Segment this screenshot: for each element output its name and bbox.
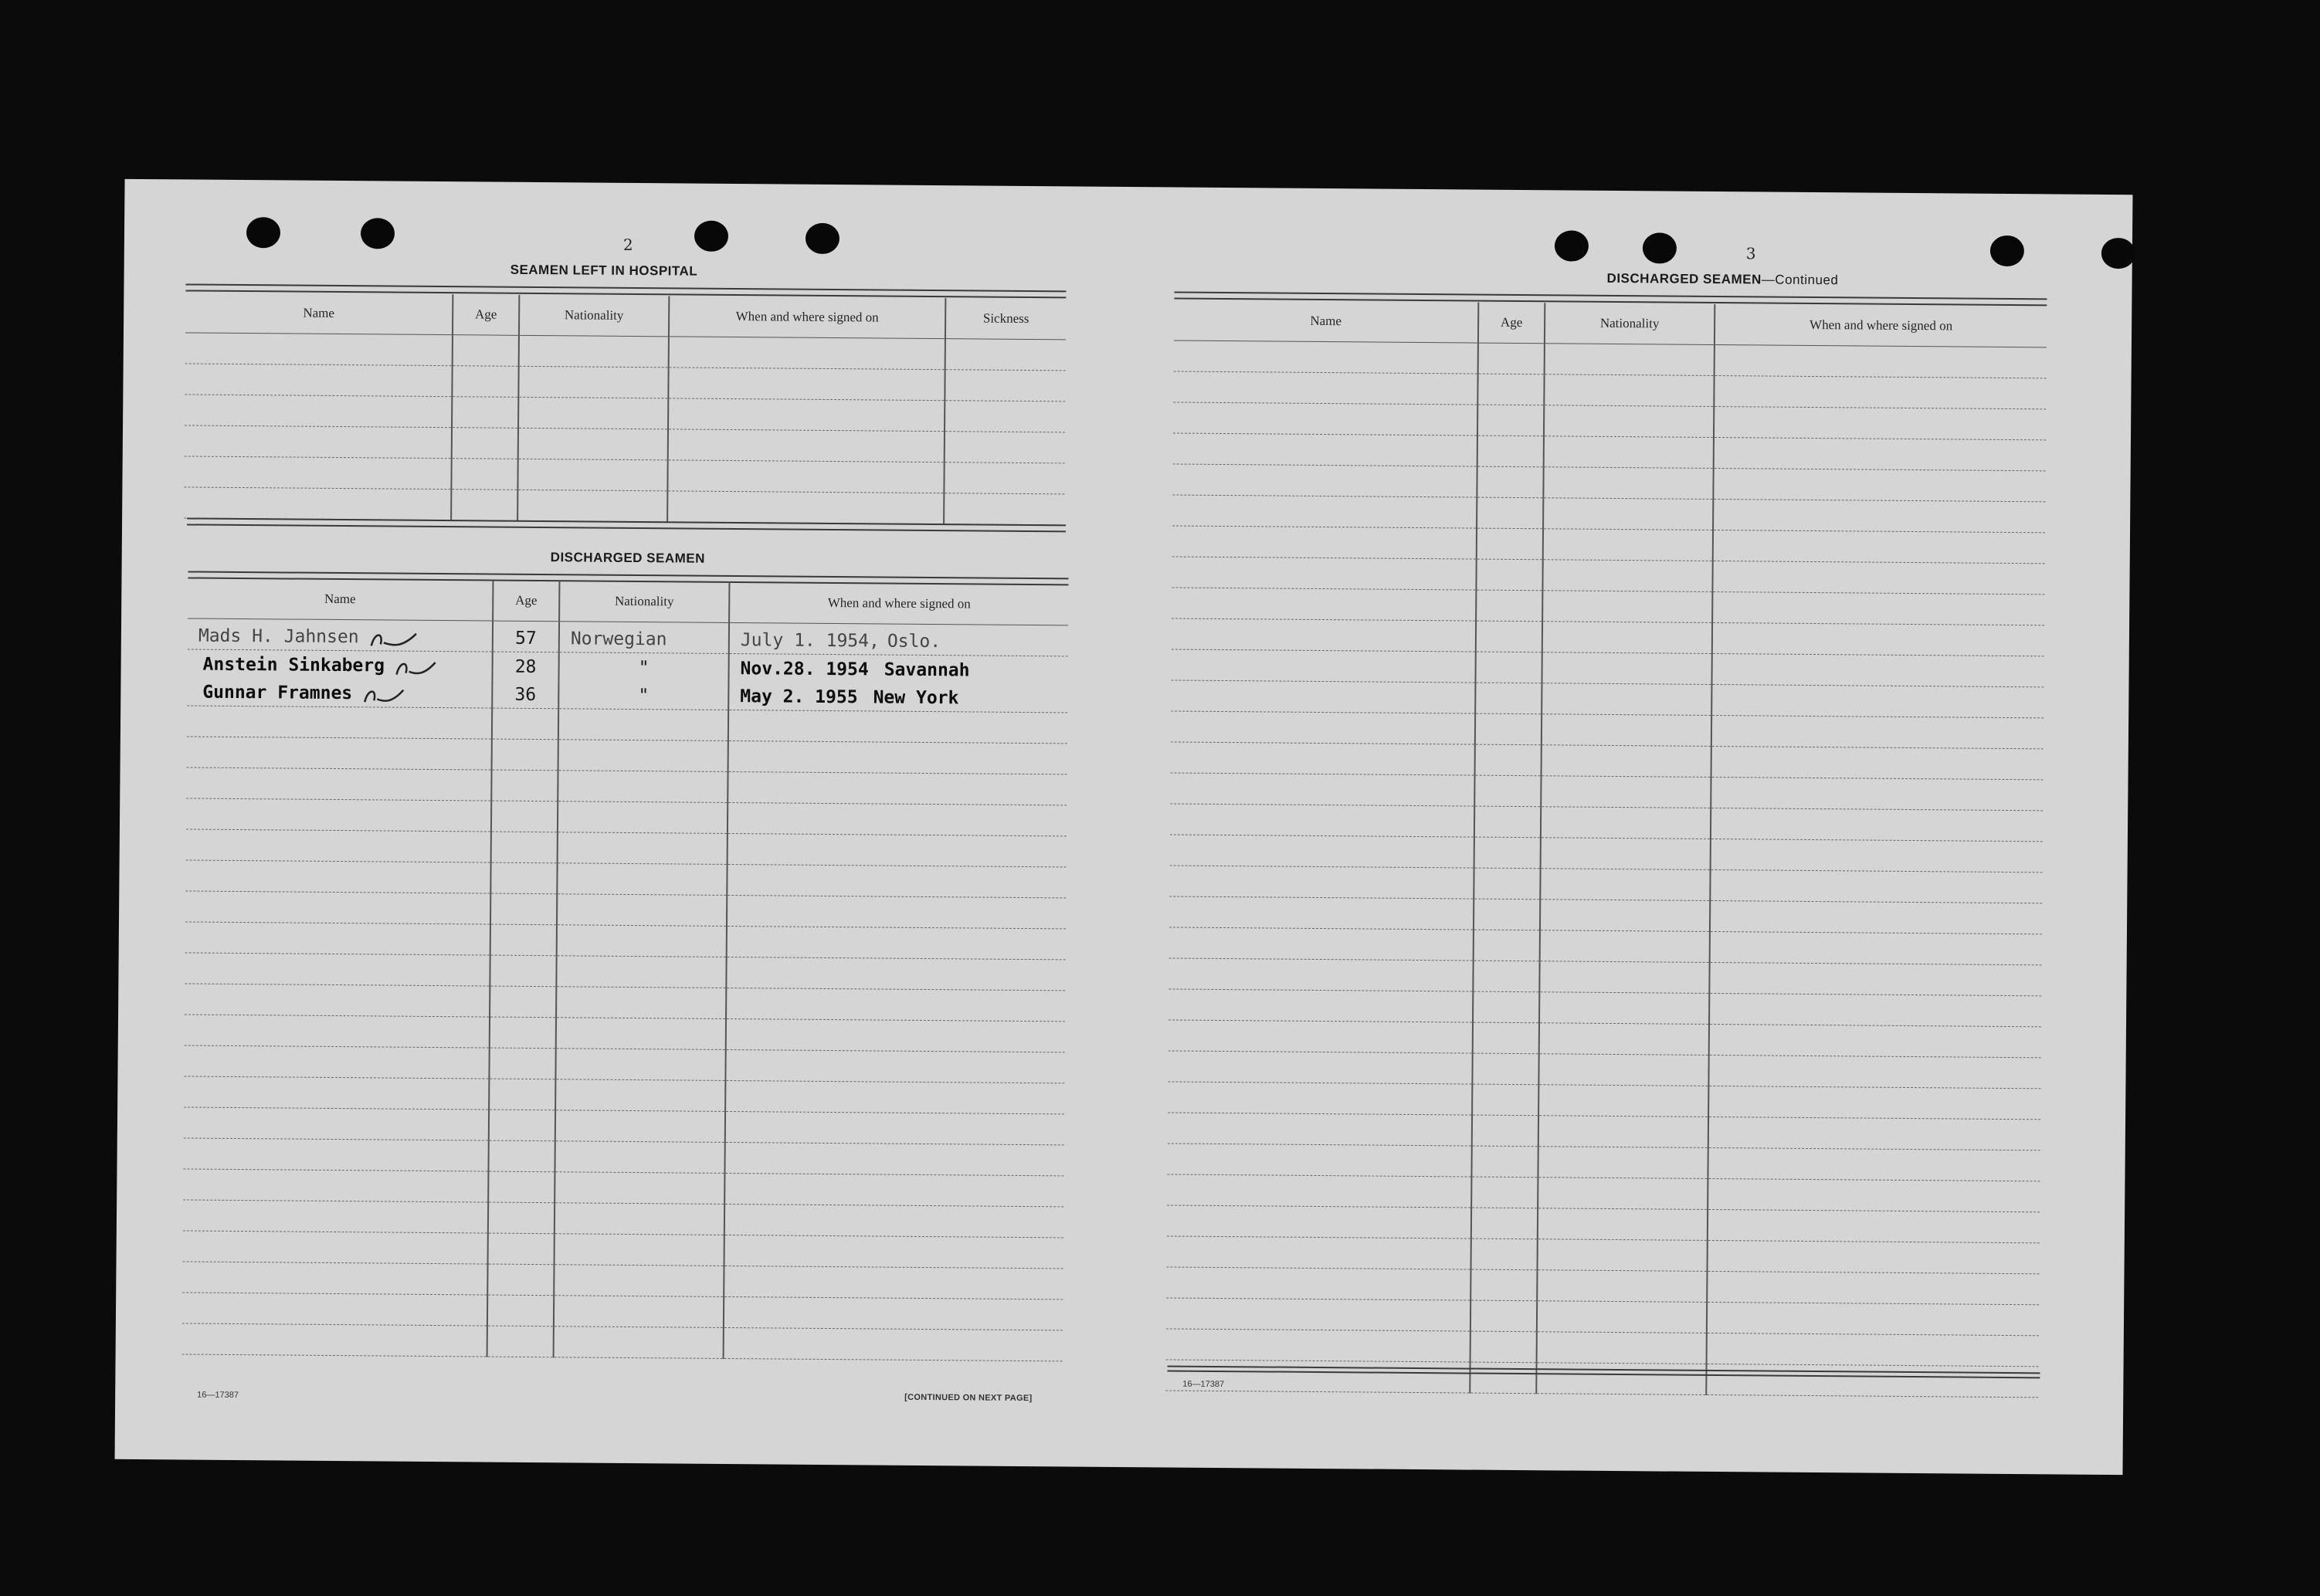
- column-header: When and where signed on: [1715, 304, 2047, 347]
- signed-on-date: May 2. 1955: [740, 686, 858, 708]
- discharged-section-title: DISCHARGED SEAMEN: [550, 550, 706, 566]
- discharged-continued-title: [1607, 271, 1839, 288]
- title-main: DISCHARGED SEAMEN: [1606, 270, 1762, 287]
- page-number: 2: [622, 235, 633, 254]
- handwritten-mark: [366, 627, 420, 651]
- punch-hole: [2101, 238, 2135, 269]
- signed-on-place: Oslo.: [887, 631, 941, 652]
- column-header: Nationality: [519, 295, 669, 337]
- discharged-continued-table: [1165, 300, 2047, 1398]
- seaman-age: 28: [514, 656, 537, 678]
- signed-on-place: New York: [873, 687, 959, 709]
- handwritten-mark: [360, 683, 406, 707]
- hospital-section-title: SEAMEN LEFT IN HOSPITAL: [510, 262, 698, 279]
- punch-hole: [1555, 230, 1589, 261]
- table-row: [182, 1323, 1063, 1361]
- seaman-age: 36: [514, 684, 537, 706]
- ledger-sheet: [115, 179, 2133, 1475]
- seaman-nationality: Norwegian: [570, 629, 667, 650]
- signed-on-date: July 1. 1954,: [740, 630, 880, 652]
- column-header: Age: [493, 581, 559, 622]
- column-header: Nationality: [559, 581, 729, 622]
- seaman-name: Mads H. Jahnsen: [198, 625, 359, 648]
- punch-hole: [1990, 236, 2024, 266]
- column-header: Name: [1174, 300, 1478, 343]
- seaman-nationality: ": [638, 658, 650, 679]
- page-number: 3: [1745, 244, 1756, 263]
- column-header: Age: [453, 294, 519, 335]
- column-header: When and where signed on: [729, 582, 1068, 625]
- seaman-name: Gunnar Framnes: [202, 682, 353, 704]
- punch-hole: [694, 221, 728, 252]
- hospital-table: [184, 292, 1066, 525]
- table-row: [1165, 1360, 2038, 1398]
- column-header: Name: [188, 578, 493, 621]
- seaman-nationality: ": [638, 686, 650, 707]
- seaman-name: Anstein Sinkaberg: [202, 654, 385, 676]
- discharged-table: [182, 578, 1069, 1361]
- seaman-age: 57: [514, 628, 537, 649]
- continued-note: [CONTINUED ON NEXT PAGE]: [904, 1392, 1033, 1404]
- column-header: Nationality: [1545, 303, 1715, 344]
- column-header: Name: [185, 292, 453, 334]
- form-number: 16—17387: [1182, 1379, 1225, 1390]
- handwritten-mark: [392, 656, 439, 679]
- signed-on-place: Savannah: [884, 659, 970, 681]
- column-header: When and where signed on: [669, 296, 945, 338]
- signed-on-date: Nov.28. 1954: [740, 659, 869, 680]
- title-continued: —Continued: [1761, 272, 1839, 288]
- column-header: Sickness: [945, 298, 1066, 340]
- right-page: [1118, 187, 2132, 1475]
- punch-hole: [361, 218, 395, 249]
- left-page: [115, 179, 1137, 1467]
- punch-hole: [246, 217, 280, 248]
- column-header: Age: [1478, 303, 1545, 344]
- punch-hole: [806, 223, 839, 254]
- form-number: 16—17387: [197, 1390, 239, 1401]
- punch-hole: [1643, 232, 1677, 263]
